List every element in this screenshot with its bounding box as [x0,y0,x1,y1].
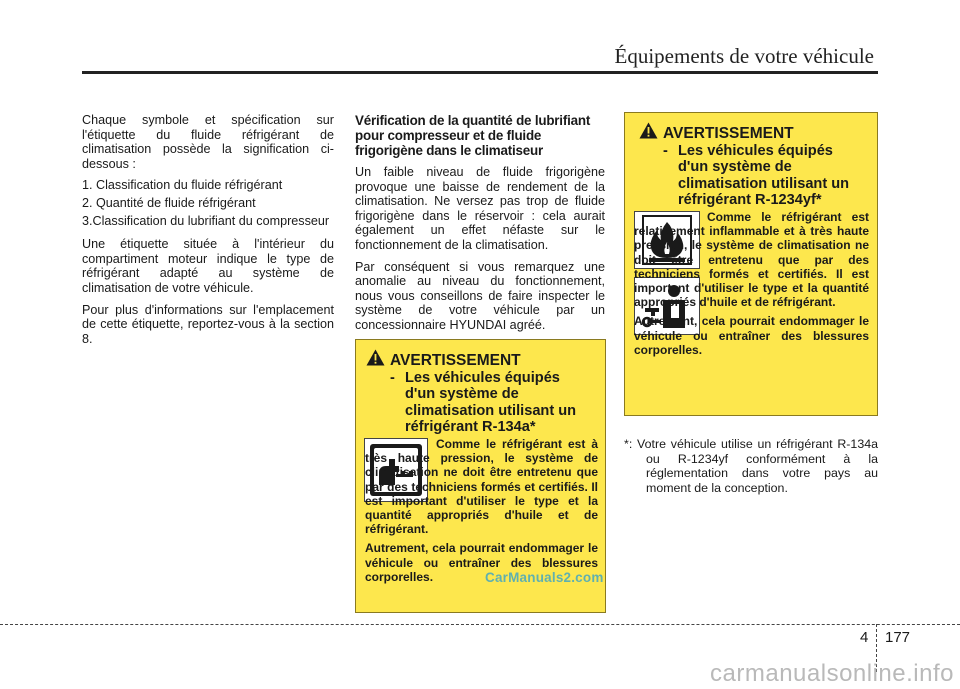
column-2 [355,113,605,340]
column-1 [82,113,334,353]
header-title: Équipements de votre véhicule [614,44,874,68]
section-heading: Vérification de la quantité de lubrifiant pour compresseur et de fluide frigorigène dans le climatiseur [355,113,591,158]
warning-body-text: Comme le réfrigérant est à très haute pression, le système de climatisation ne doit être entretenu que par des techniciens formés et certifiés. Il est important d'utiliser le type et la quantité appropriés d'huile et de réfrigérant. [365,437,598,537]
site-watermark: CarManuals2.com [485,570,604,585]
warning-triangle-icon [366,349,385,366]
list-item: 3.Classification du lubrifiant du compresseur [82,213,330,228]
inspection-advice-paragraph: Par conséquent si vous remarquez une anomalie au niveau du fonctionnement, nous vous conseillons de faire inspecter le système de votre véhicule par un concessionnaire HYUNDAI agréé. [355,259,605,332]
page-number: 177 [885,629,911,646]
footer-rule [0,624,960,625]
warning-triangle-icon [639,122,658,139]
warning-title: AVERTISSEMENT [390,352,521,369]
warning-title: AVERTISSEMENT [663,125,794,142]
chapter-number: 4 [860,629,869,646]
warning-body [634,210,869,362]
warning-subtitle: - Les véhicules équipés d'un système de climatisation utilisant un réfrigérant R-134a* [390,370,577,436]
label-location-paragraph: Une étiquette située à l'intérieur du compartiment moteur indique le type de réfrigérant adapté au système de climatisation de votre véhicule. [82,237,334,295]
warning-consequence-text: Autrement, cela pourrait endommager le véhicule ou entraîner des blessures corporelles. [634,314,869,357]
footnote: *: Votre véhicule utilise un réfrigérant R-134a ou R-1234yf conformément à la réglementation dans votre pays au moment de la conception. [624,437,878,495]
warning-consequence-text: Autrement, cela pourrait endommager le véhicule ou entraîner des blessures corporelles. [365,541,598,584]
intro-paragraph: Chaque symbole et spécification sur l'étiquette du fluide réfrigérant de climatisation possède la signification ci-dessous : [82,113,334,171]
list-item: 1. Classification du fluide réfrigérant [82,178,283,193]
warning-body-text: Comme le réfrigérant est relativement inflammable et à très haute pression, le système de climatisation ne doit être entretenu que par des techniciens formés et certifiés. Il est important d'utiliser le type et la quantité appropriés d'huile et de réfrigérant. [634,210,869,310]
list-item: 2. Quantité de fluide réfrigérant [82,195,256,210]
warning-box-r1234yf [624,112,878,416]
warning-subtitle: - Les véhicules équipés d'un système de climatisation utilisant un réfrigérant R-1234yf* [663,143,850,209]
header-rule [82,71,878,74]
warning-body [365,437,598,589]
section-reference-paragraph: Pour plus d'informations sur l'emplacement de cette étiquette, reportez-vous à la section 8. [82,302,334,346]
footer-watermark: carmanualsonline.info [710,660,954,687]
refrigerant-level-paragraph: Un faible niveau de fluide frigorigène provoque une baisse de rendement de la climatisation. Ne versez pas trop de fluide frigorigène dans le réservoir : cela aurait également un effet néfaste sur le fonctionnement de la climatisation. [355,165,605,252]
